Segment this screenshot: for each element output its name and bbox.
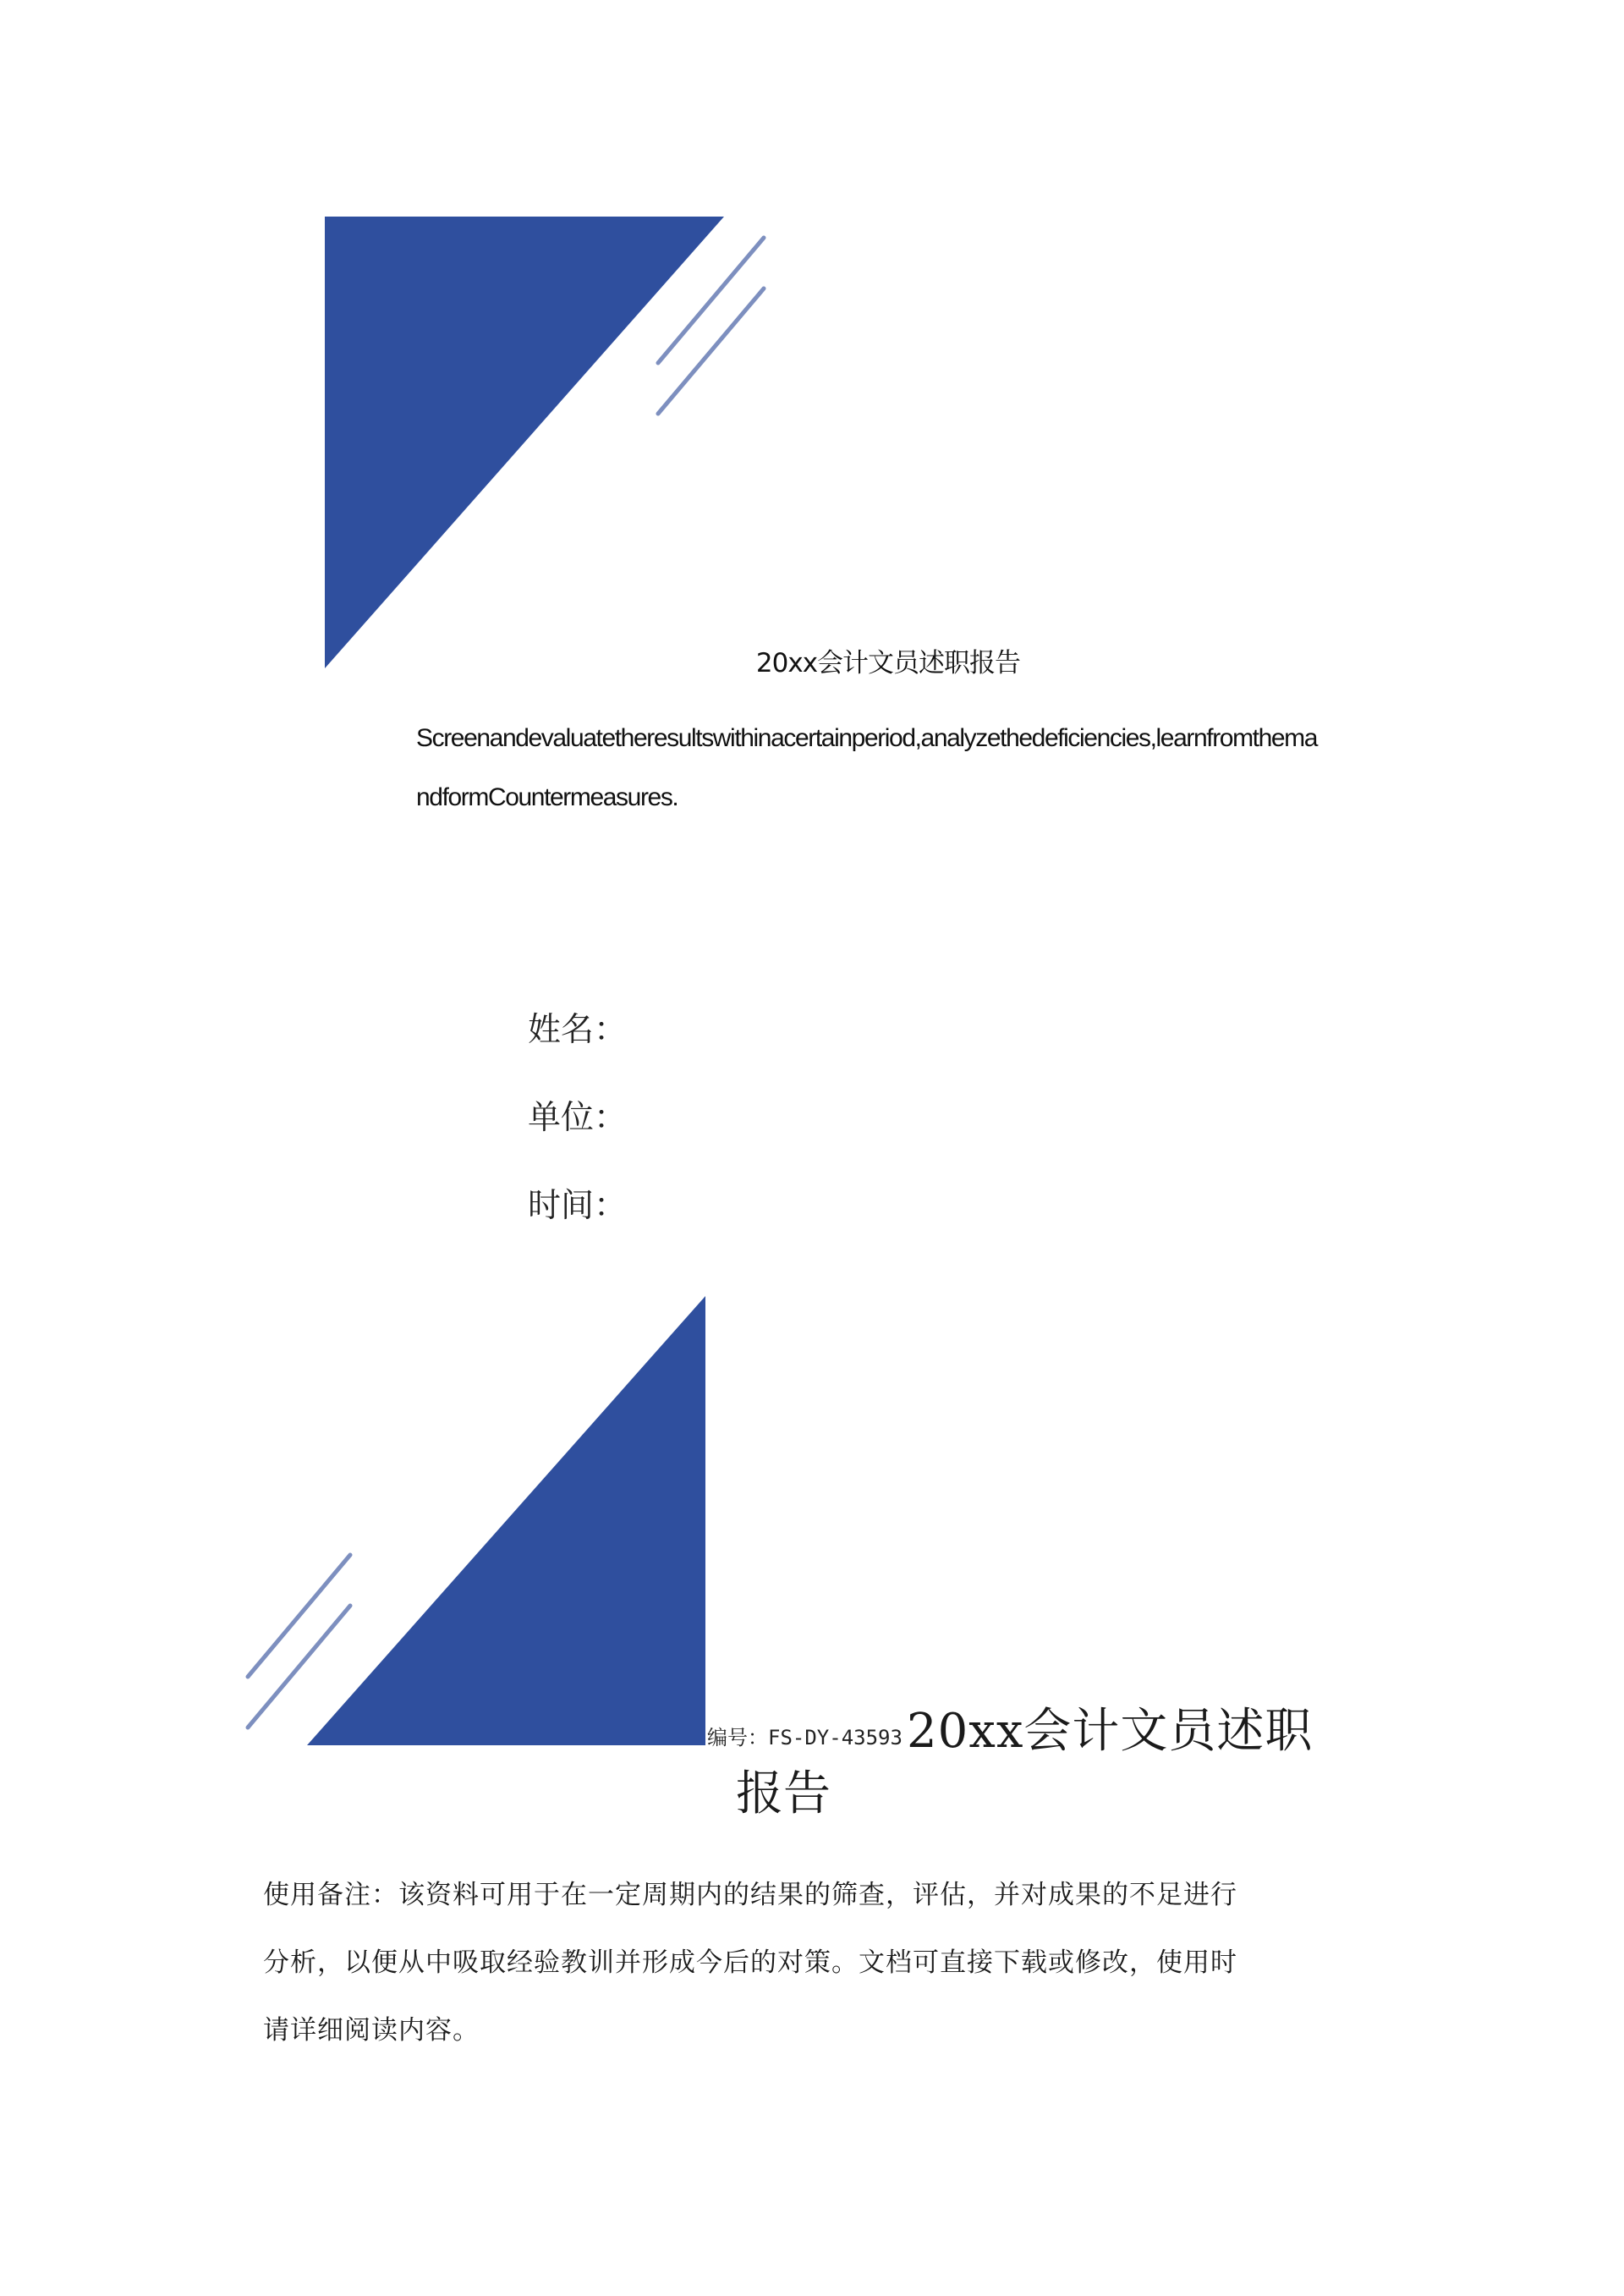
unit-field-label: 单位：	[528, 1099, 628, 1137]
document-title: 20xx会计文员述职	[907, 1704, 1314, 1759]
usage-note: 使用备注：该资料可用于在一定周期内的结果的筛查，评估，并对成果的不足进行分析，以便从中吸取经验教训并形成今后的对策。文档可直接下载或修改，使用时请详细阅读内容。	[263, 1880, 1237, 2046]
document-number: 编号：FS-DY-43593	[707, 1726, 903, 1749]
bottom-stripe-2	[248, 1606, 350, 1727]
time-field-label: 时间：	[528, 1187, 628, 1225]
bottom-stripe-1	[248, 1555, 350, 1677]
document-title-continued: 报告	[736, 1766, 831, 1821]
top-triangle-shape	[325, 217, 724, 668]
name-field-label: 姓名：	[528, 1011, 628, 1049]
cover-subtitle: Screenandevaluatetheresultswithinacertainperiod,analyzethedeficiencies,learnfromthemandformCountermeasures.	[416, 724, 1318, 811]
top-stripe-2	[658, 288, 764, 414]
cover-title: 20xx会计文员述职报告	[755, 648, 1021, 678]
bottom-triangle-shape	[307, 1296, 705, 1745]
